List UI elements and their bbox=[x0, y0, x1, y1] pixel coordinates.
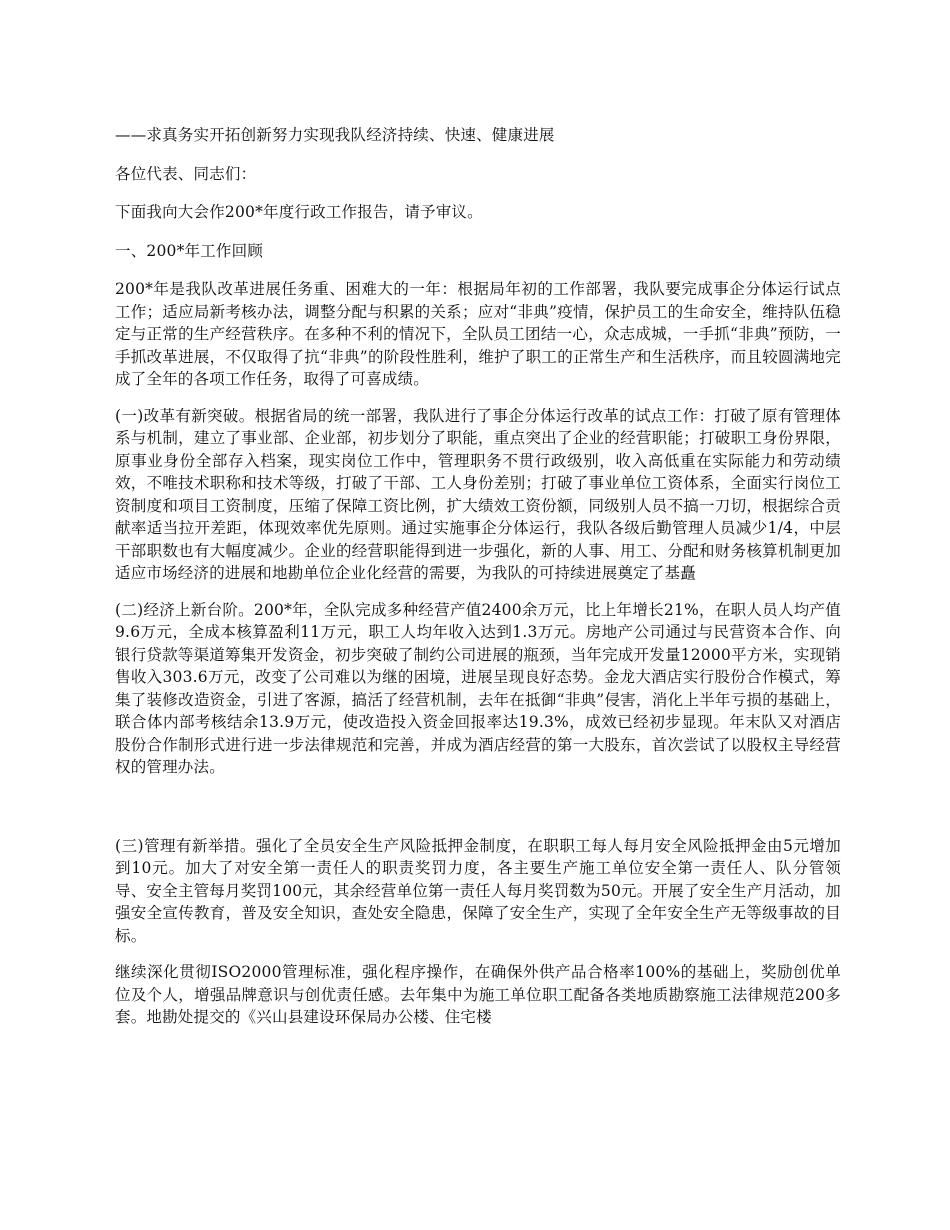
paragraph-iso: 继续深化贯彻ISO2000管理标准，强化程序操作，在确保外供产品合格率100%的基础上，奖励创优单位及个人，增强品牌意识与创优责任感。去年集中为施工单位职工配备各类地质勘察施工法律规范200多套。地勘处提交的《兴山县建设环保局办公楼、住宅楼 bbox=[115, 963, 841, 1026]
section-heading: 一、200*年工作回顾 bbox=[115, 241, 264, 260]
paragraph-reform: (一)改革有新突破。根据省局的统一部署，我队进行了事企分体运行改革的试点工作：打破了原有管理体系与机制，建立了事业部、企业部，初步划分了职能，重点突出了企业的经营职能；打破职工身份界限，原事业身份全部存入档案，现实岗位工作中，管理职务不贯行政级别，收入高低重在实际能力和劳动绩效，不唯技术职称和技术等级，打破了干部、工人身份差别；打破了事业单位工资体系，全面实行岗位工资制度和项目工资制度，压缩了保障工资比例，扩大绩效工资份额，同级别人员不搞一刀切，根据综合贡献率适当拉开差距，体现效率优先原则。通过实施事企分体运行，我队各级后勤管理人员减少1/4，中层干部职数也有大幅度减少。企业的经营职能得到进一步强化，新的人事、用工、分配和财务核算机制更加适应市场经济的进展和地勘单位企业化经营的需要，为我队的可持续进展奠定了基矗 bbox=[115, 406, 841, 582]
greeting: 各位代表、同志们： bbox=[115, 164, 257, 183]
paragraph-management: (三)管理有新举措。强化了全员安全生产风险抵押金制度，在职职工每人每月安全风险抵押金由5元增加到10元。加大了对安全第一责任人的职责奖罚力度，各主要生产施工单位安全第一责任人、队分管领导、安全主管每月奖罚100元，其余经营单位第一责任人每月奖罚数为50元。开展了安全生产月活动，加强安全宣传教育，普及安全知识，查处安全隐患，保障了安全生产，实现了全年安全生产无等级事故的目标。 bbox=[115, 836, 841, 945]
paragraph-overview: 200*年是我队改革进展任务重、困难大的一年：根据局年初的工作部署，我队要完成事企分体运行试点工作；适应局新考核办法，调整分配与积累的关系；应对“非典”疫情，保护员工的生命安全，维持队伍稳定与正常的生产经营秩序。在多种不利的情况下，全队员工团结一心，众志成城，一手抓“非典”预防，一手抓改革进展，不仅取得了抗“非典”的阶段性胜利，维护了职工的正常生产和生活秩序，而且较圆满地完成了全年的各项工作任务，取得了可喜成绩。 bbox=[115, 280, 841, 388]
document-body bbox=[115, 124, 841, 1043]
paragraph-economy: (二)经济上新台阶。200*年，全队完成多种经营产值2400余万元，比上年增长21%，在职人员人均产值9.6万元，全成本核算盈利11万元，职工人均年收入达到1.3万元。房地产公司通过与民营资本合作、向银行贷款等渠道筹集开发资金，初步突破了制约公司进展的瓶颈，当年完成开发量12000平方米，实现销售收入303.6万元，改变了公司难以为继的困境，进展呈现良好态势。金龙大酒店实行股份合作模式，筹集了装修改造资金，引进了客源，搞活了经营机制，去年在抵御“非典”侵害，消化上半年亏损的基础上，联合体内部考核结余13.9万元，使改造投入资金回报率达19.3%，成效已经初步显现。年末队又对酒店股份合作制形式进行进一步法律规范和完善，并成为酒店经营的第一大股东，首次尝试了以股权主导经营权的管理办法。 bbox=[115, 600, 841, 776]
blank-gap bbox=[115, 793, 841, 835]
intro-paragraph: 下面我向大会作200*年度行政工作报告，请予审议。 bbox=[115, 203, 483, 221]
document-subtitle: ——求真务实开拓创新努力实现我队经济持续、快速、健康进展 bbox=[115, 126, 555, 144]
